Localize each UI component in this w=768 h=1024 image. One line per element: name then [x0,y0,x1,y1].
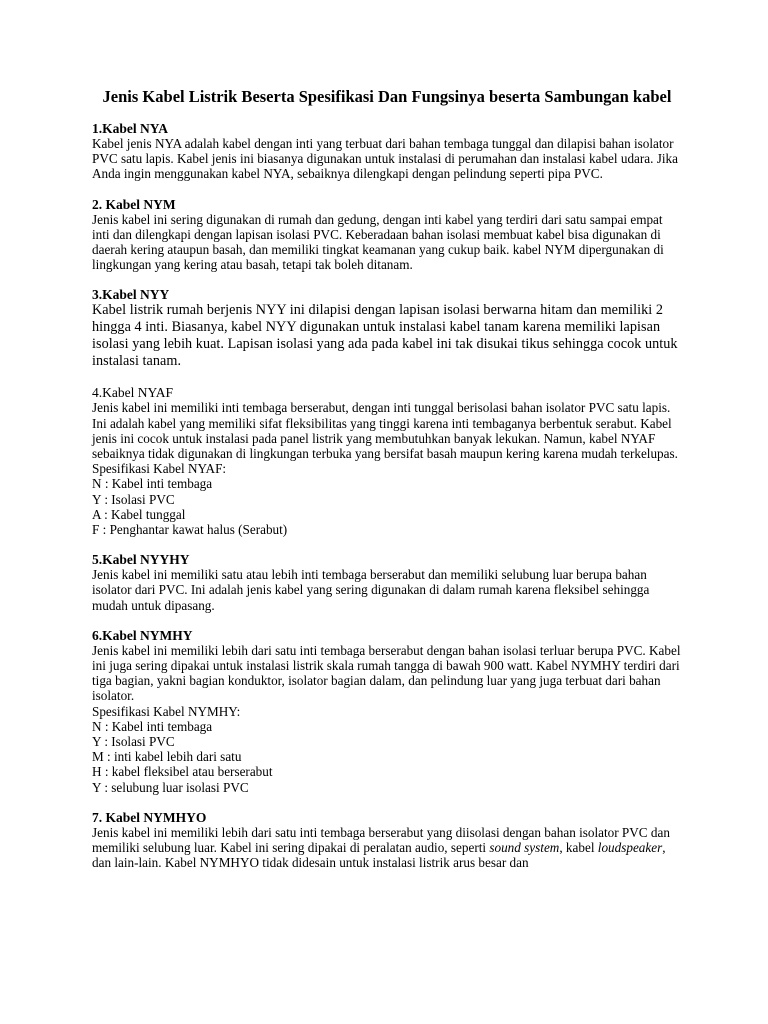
section-heading: 5.Kabel NYYHY [92,552,190,568]
spec-title: Spesifikasi Kabel NYMHY: [92,703,241,719]
section-nymhyo [92,810,682,871]
section-nyyhy [92,552,682,613]
paragraph-text: , kabel [559,840,598,856]
section-nyy [92,287,682,370]
document-page [92,86,682,886]
spec-title: Spesifikasi Kabel NYAF: [92,461,227,477]
section-heading: 6.Kabel NYMHY [92,627,193,643]
spec-list [92,719,682,795]
paragraph-text: , dan lain-lain. Kabel NYMHYO tidak didesain untuk instalasi listrik arus besar dan [92,840,666,871]
section-nyaf [92,385,682,537]
section-paragraph: Jenis kabel ini memiliki satu atau lebih inti tembaga berserabut dan memiliki selubung luar berupa bahan isolator dari PVC. Ini adalah jenis kabel yang sering digunakan di dalam rumah karena fleksibel sehingga mudah untuk dipasang. [92,567,650,613]
section-nym [92,197,682,273]
section-paragraph: Jenis kabel ini memiliki lebih dari satu inti tembaga berserabut dengan bahan isolasi terluar berupa PVC. Kabel ini juga sering dipakai untuk instalasi listrik skala rumah tangga di bawah 900 watt. Kabel NYMHY terdiri dari tiga bagian, yakni bagian konduktor, isolator bagian dalam, dan pelindung luar yang juga terbuat dari bahan isolator. [92,642,681,704]
paragraph-text: Jenis kabel ini memiliki lebih dari satu inti tembaga berserabut yang diisolasi dengan bahan isolator PVC dan memiliki selubung luar. Kabel ini sering dipakai di peralatan audio, seperti [92,824,670,856]
paragraph-emphasis: sound system [489,840,560,856]
section-paragraph [92,825,682,871]
section-heading: 2. Kabel NYM [92,196,176,212]
section-heading: 3.Kabel NYY [92,287,170,303]
section-nymhy [92,628,682,795]
section-paragraph: Jenis kabel ini sering digunakan di rumah dan gedung, dengan inti kabel yang terdiri dari satu sampai empat inti dan dilengkapi dengan lapisan isolasi PVC. Keberadaan bahan isolasi membuat kabel bisa digunakan di daerah kering ataupun basah, dan memiliki tingkat keamanan yang cukup baik. kabel NYM dipergunakan di lingkungan yang kering atau basah, tetapi tak boleh ditanam. [92,211,664,273]
section-nya [92,121,682,182]
spec-item: Y : selubung luar isolasi PVC [92,779,249,795]
spec-item: F : Penghantar kawat halus (Serabut) [92,522,288,538]
spec-item: M : inti kabel lebih dari satu [92,749,242,765]
spec-item: Y : Isolasi PVC [92,491,175,507]
section-paragraph: Jenis kabel ini memiliki inti tembaga berserabut, dengan inti tunggal berisolasi bahan isolator PVC satu lapis. Ini adalah kabel yang memiliki sifat fleksibilitas yang tinggi karena inti tembaganya berbentuk serabut. Kabel jenis ini cocok untuk instalasi pada panel listrik yang membutuhkan banyak lekukan. Namun, kabel NYAF sebaiknya tidak digunakan di lingkungan terbuka yang bersifat basah maupun kering karena mudah terkelupas. [92,400,678,462]
spec-item: N : Kabel inti tembaga [92,476,213,492]
spec-list [92,476,682,537]
spec-item: N : Kabel inti tembaga [92,718,213,734]
section-paragraph: Kabel jenis NYA adalah kabel dengan inti yang terbuat dari bahan tembaga tunggal dan dilapisi bahan isolator PVC satu lapis. Kabel jenis ini biasanya digunakan untuk instalasi di perumahan dan instalasi kabel udara. Jika Anda ingin menggunakan kabel NYA, sebaiknya dilengkapi dengan pelindung seperti pipa PVC. [92,136,678,182]
section-heading: 1.Kabel NYA [92,121,169,136]
section-paragraph: Kabel listrik rumah berjenis NYY ini dilapisi dengan lapisan isolasi berwarna hitam dan memiliki 2 hingga 4 inti. Biasanya, kabel NYY digunakan untuk instalasi kabel tanam karena memiliki lapisan isolasi yang lebih kuat. Lapisan isolasi yang ada pada kabel ini tak disukai tikus sehingga cocok untuk instalasi tanam. [92,302,678,370]
paragraph-emphasis: loudspeaker [597,840,663,856]
spec-item: H : kabel fleksibel atau berserabut [92,764,273,780]
section-heading: 4.Kabel NYAF [92,385,173,401]
spec-item: A : Kabel tunggal [92,506,186,522]
document-title: Jenis Kabel Listrik Beserta Spesifikasi Dan Fungsinya beserta Sambungan kabel [102,87,672,106]
spec-item: Y : Isolasi PVC [92,734,175,750]
section-heading: 7. Kabel NYMHYO [92,809,207,825]
